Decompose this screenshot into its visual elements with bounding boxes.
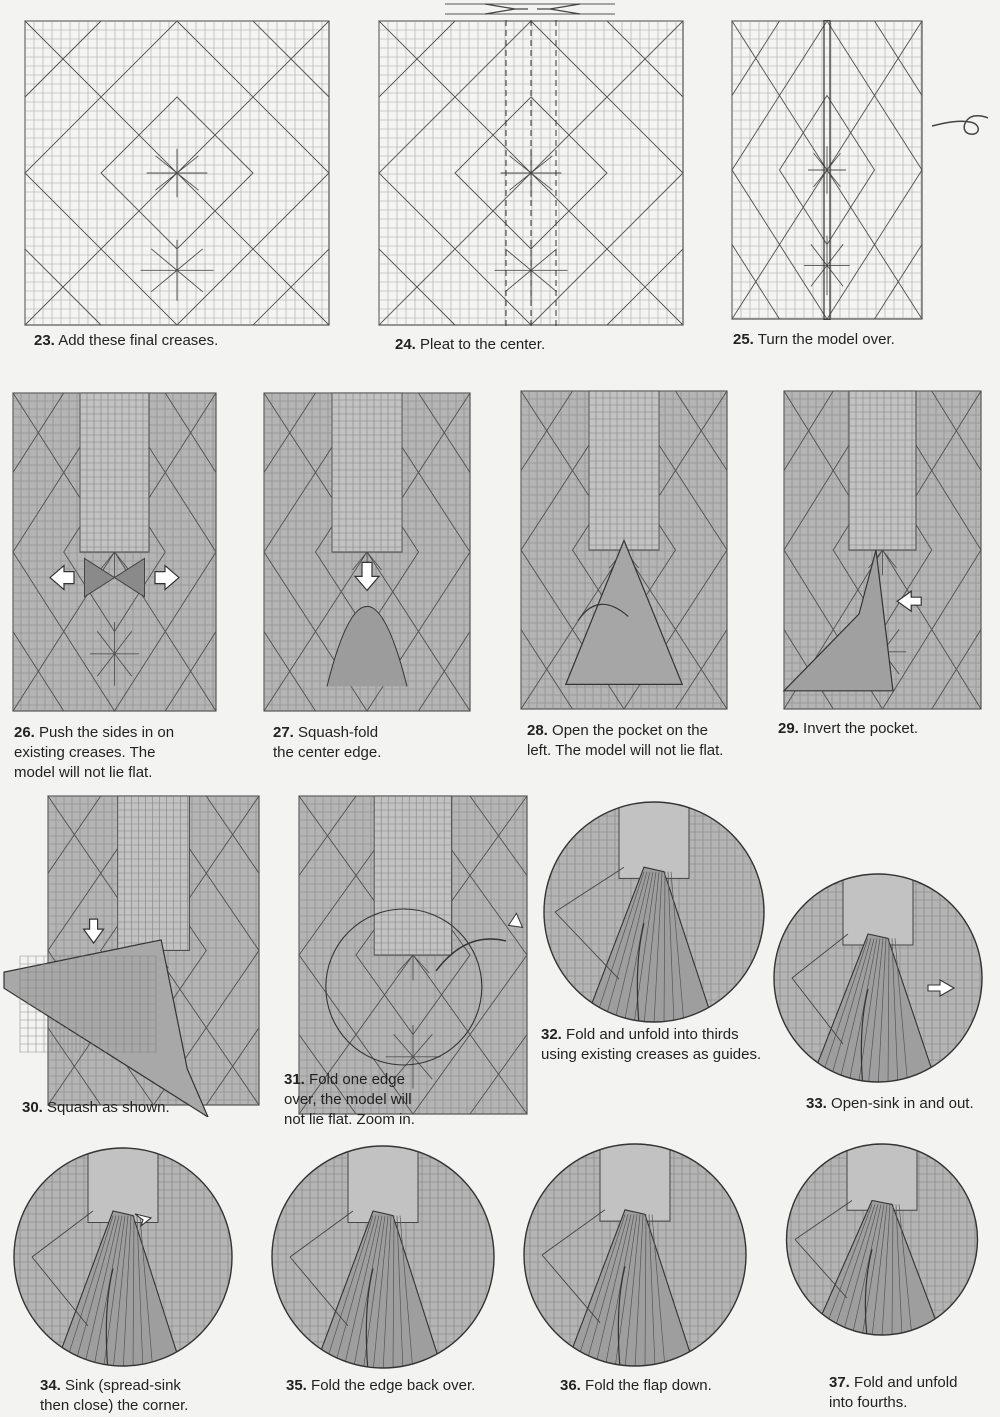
step-29-caption (778, 719, 918, 739)
step-number: 34. (40, 1377, 61, 1394)
step-35-caption (286, 1376, 475, 1396)
turn-over-icon (930, 110, 990, 140)
step-number: 31. (284, 1071, 305, 1088)
step-text: Fold the edge back over. (311, 1377, 476, 1394)
step-30-diagram (0, 795, 260, 1117)
step-text: Open the pocket on the (552, 722, 708, 739)
step-29-diagram (770, 390, 982, 710)
step-text: Squash-fold (298, 724, 379, 741)
step-36-caption (560, 1376, 712, 1396)
step-32-caption (541, 1025, 761, 1065)
step-number: 36. (560, 1377, 581, 1394)
step-text: Invert the pocket. (803, 720, 919, 737)
step-text: over, the model will (284, 1091, 412, 1108)
step-31-diagram (298, 795, 528, 1115)
step-26-caption (14, 723, 174, 783)
step-33-diagram (772, 868, 984, 1088)
step-26-diagram (12, 392, 217, 712)
step-text: Fold and unfold (854, 1374, 958, 1391)
step-27-caption (273, 723, 381, 763)
step-number: 37. (829, 1374, 850, 1391)
step-number: 23. (34, 332, 55, 349)
step-23-caption (34, 331, 218, 351)
step-text: Add these final creases. (58, 332, 219, 349)
step-24-caption (395, 335, 545, 355)
step-text: Fold the flap down. (585, 1377, 712, 1394)
step-text: Fold one edge (309, 1071, 405, 1088)
step-number: 25. (733, 331, 754, 348)
step-text: not lie flat. Zoom in. (284, 1111, 415, 1128)
step-number: 32. (541, 1026, 562, 1043)
step-35-diagram (270, 1142, 496, 1372)
step-text: Push the sides in on (39, 724, 175, 741)
step-25-caption (733, 330, 895, 350)
step-text: Squash as shown. (47, 1099, 170, 1116)
step-28-caption (527, 721, 723, 761)
step-text: Sink (spread-sink (65, 1377, 181, 1394)
step-30-caption (22, 1098, 170, 1118)
step-34-caption (40, 1376, 188, 1416)
step-text: Pleat to the center. (420, 336, 546, 353)
step-33-caption (806, 1094, 974, 1114)
step-text: Fold and unfold into thirds (566, 1026, 739, 1043)
step-text: model will not lie flat. (14, 764, 153, 781)
step-32-diagram (535, 800, 773, 1024)
step-number: 29. (778, 720, 799, 737)
step-number: 28. (527, 722, 548, 739)
step-number: 26. (14, 724, 35, 741)
step-34-diagram (12, 1142, 234, 1372)
step-text: left. The model will not lie flat. (527, 742, 724, 759)
step-text: Open-sink in and out. (831, 1095, 974, 1112)
step-text: then close) the corner. (40, 1397, 189, 1414)
step-36-diagram (522, 1142, 748, 1368)
step-text: existing creases. The (14, 744, 156, 761)
step-number: 24. (395, 336, 416, 353)
step-number: 27. (273, 724, 294, 741)
pleat-arrows (440, 0, 620, 18)
step-23-diagram (24, 20, 330, 326)
step-37-diagram (775, 1142, 989, 1337)
step-number: 35. (286, 1377, 307, 1394)
step-number: 33. (806, 1095, 827, 1112)
step-28-diagram (520, 390, 728, 710)
step-37-caption (829, 1373, 957, 1413)
step-31-caption (284, 1070, 415, 1130)
step-text: Turn the model over. (757, 331, 895, 348)
step-text: the center edge. (273, 744, 382, 761)
step-text: using existing creases as guides. (541, 1046, 762, 1063)
step-24-diagram (378, 20, 684, 326)
step-27-diagram (263, 392, 471, 712)
step-text: into fourths. (829, 1394, 908, 1411)
step-25-diagram (731, 20, 923, 320)
step-number: 30. (22, 1099, 43, 1116)
